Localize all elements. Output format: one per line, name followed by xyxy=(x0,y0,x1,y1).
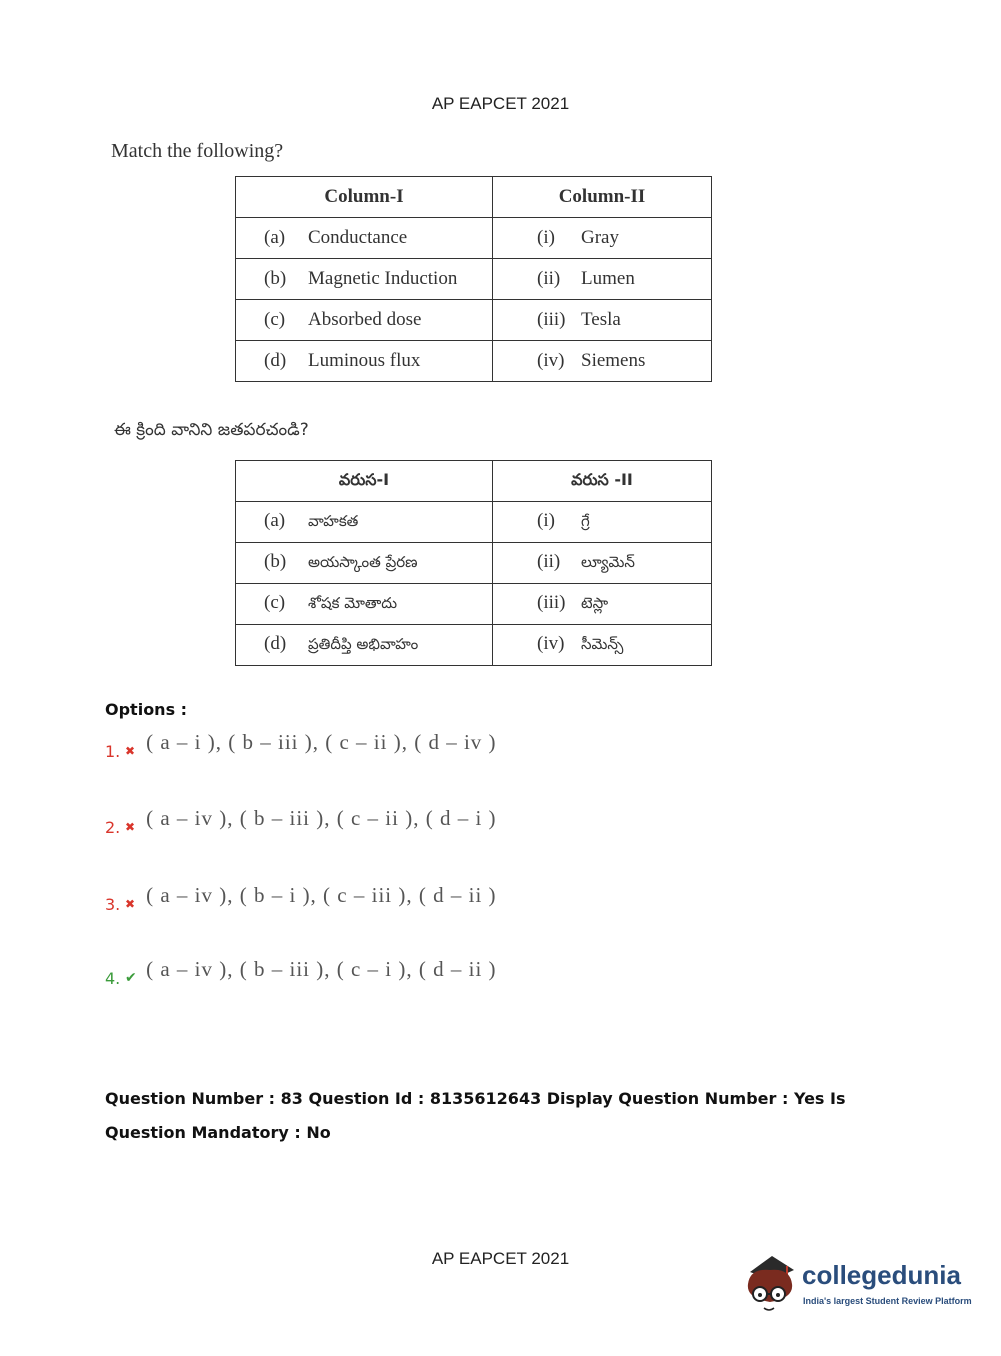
table-row xyxy=(236,218,712,259)
row-term: శోషక మోతాదు xyxy=(308,594,398,612)
table-row xyxy=(236,259,712,300)
row-label: (ii) xyxy=(537,268,561,289)
row-label: (c) xyxy=(264,309,286,330)
row-term: Conductance xyxy=(308,227,408,248)
page-footer: AP EAPCET 2021 xyxy=(431,1249,570,1268)
page-header: AP EAPCET 2021 xyxy=(431,94,570,113)
match-table-english xyxy=(235,176,712,382)
row-label: (i) xyxy=(537,227,555,248)
option-number: 1. xyxy=(105,742,121,761)
logo-tagline: India's largest Student Review Platform xyxy=(803,1296,972,1306)
wrong-icon: ✖ xyxy=(125,744,136,758)
table-row xyxy=(236,502,712,543)
row-label: (i) xyxy=(537,510,555,531)
row-term: Luminous flux xyxy=(308,350,421,371)
logo-wordmark: collegedunia xyxy=(802,1260,961,1290)
row-label: (b) xyxy=(264,551,287,572)
wrong-icon: ✖ xyxy=(125,897,136,911)
row-unit: Lumen xyxy=(581,268,635,289)
row-unit: గ్రే xyxy=(581,512,590,530)
column-2-header: వరుస -II xyxy=(493,461,712,502)
row-unit: టెస్లా xyxy=(581,594,609,612)
table-row xyxy=(236,300,712,341)
column-1-header: వరుస-I xyxy=(236,461,493,502)
wrong-icon: ✖ xyxy=(125,820,136,834)
option-text: ( a – iv ), ( b – iii ), ( c – i ), ( d – ii ) xyxy=(146,957,497,981)
options-title: Options : xyxy=(105,700,188,719)
option-number: 3. xyxy=(105,895,121,914)
option-1[interactable] xyxy=(105,730,497,761)
row-label: (iii) xyxy=(537,309,566,330)
row-unit: Tesla xyxy=(581,309,621,330)
question-prompt-english: Match the following? xyxy=(111,140,284,162)
row-term: Absorbed dose xyxy=(308,309,422,330)
option-text: ( a – iv ), ( b – iii ), ( c – ii ), ( d – i ) xyxy=(146,806,497,830)
row-label: (d) xyxy=(264,350,287,371)
option-number: 2. xyxy=(105,818,121,837)
row-label: (c) xyxy=(264,592,286,613)
question-meta: Question Number : 83 Question Id : 8135612643 Display Question Number : Yes Is Question Mandatory : No xyxy=(105,1089,846,1142)
option-3[interactable] xyxy=(105,883,497,914)
mascot-icon xyxy=(742,1250,802,1320)
row-label: (ii) xyxy=(537,551,561,572)
check-icon: ✔ xyxy=(125,970,137,986)
column-1-header: Column-I xyxy=(236,177,493,218)
row-term: Magnetic Induction xyxy=(308,268,458,289)
column-2-header: Column-II xyxy=(493,177,712,218)
collegedunia-logo xyxy=(742,1250,972,1320)
row-label: (iv) xyxy=(537,350,565,371)
row-label: (iv) xyxy=(537,633,565,654)
row-term: వాహకత xyxy=(308,512,359,530)
row-term: అయస్కాంత ప్రేరణ xyxy=(308,553,418,571)
table-header-row xyxy=(236,177,712,218)
option-4[interactable] xyxy=(105,957,497,988)
table-row xyxy=(236,625,712,666)
option-2[interactable] xyxy=(105,806,497,837)
row-label: (b) xyxy=(264,268,287,289)
table-row xyxy=(236,584,712,625)
row-label: (a) xyxy=(264,227,286,248)
row-unit: సీమెన్స్ xyxy=(581,635,624,653)
option-text: ( a – i ), ( b – iii ), ( c – ii ), ( d – iv ) xyxy=(146,730,497,754)
row-label: (d) xyxy=(264,633,287,654)
option-text: ( a – iv ), ( b – i ), ( c – iii ), ( d – ii ) xyxy=(146,883,497,907)
row-unit: ల్యూమెన్ xyxy=(581,553,635,571)
option-number: 4. xyxy=(105,969,121,988)
row-label: (iii) xyxy=(537,592,566,613)
table-row xyxy=(236,341,712,382)
row-unit: Gray xyxy=(581,227,619,248)
row-label: (a) xyxy=(264,510,286,531)
row-unit: Siemens xyxy=(581,350,646,371)
row-term: ప్రతిదీప్తి అభివాహం xyxy=(308,635,419,653)
table-header-row xyxy=(236,461,712,502)
match-table-telugu xyxy=(235,460,712,666)
table-row xyxy=(236,543,712,584)
question-prompt-telugu: ఈ క్రింది వానిని జతపరచండి? xyxy=(114,420,309,440)
